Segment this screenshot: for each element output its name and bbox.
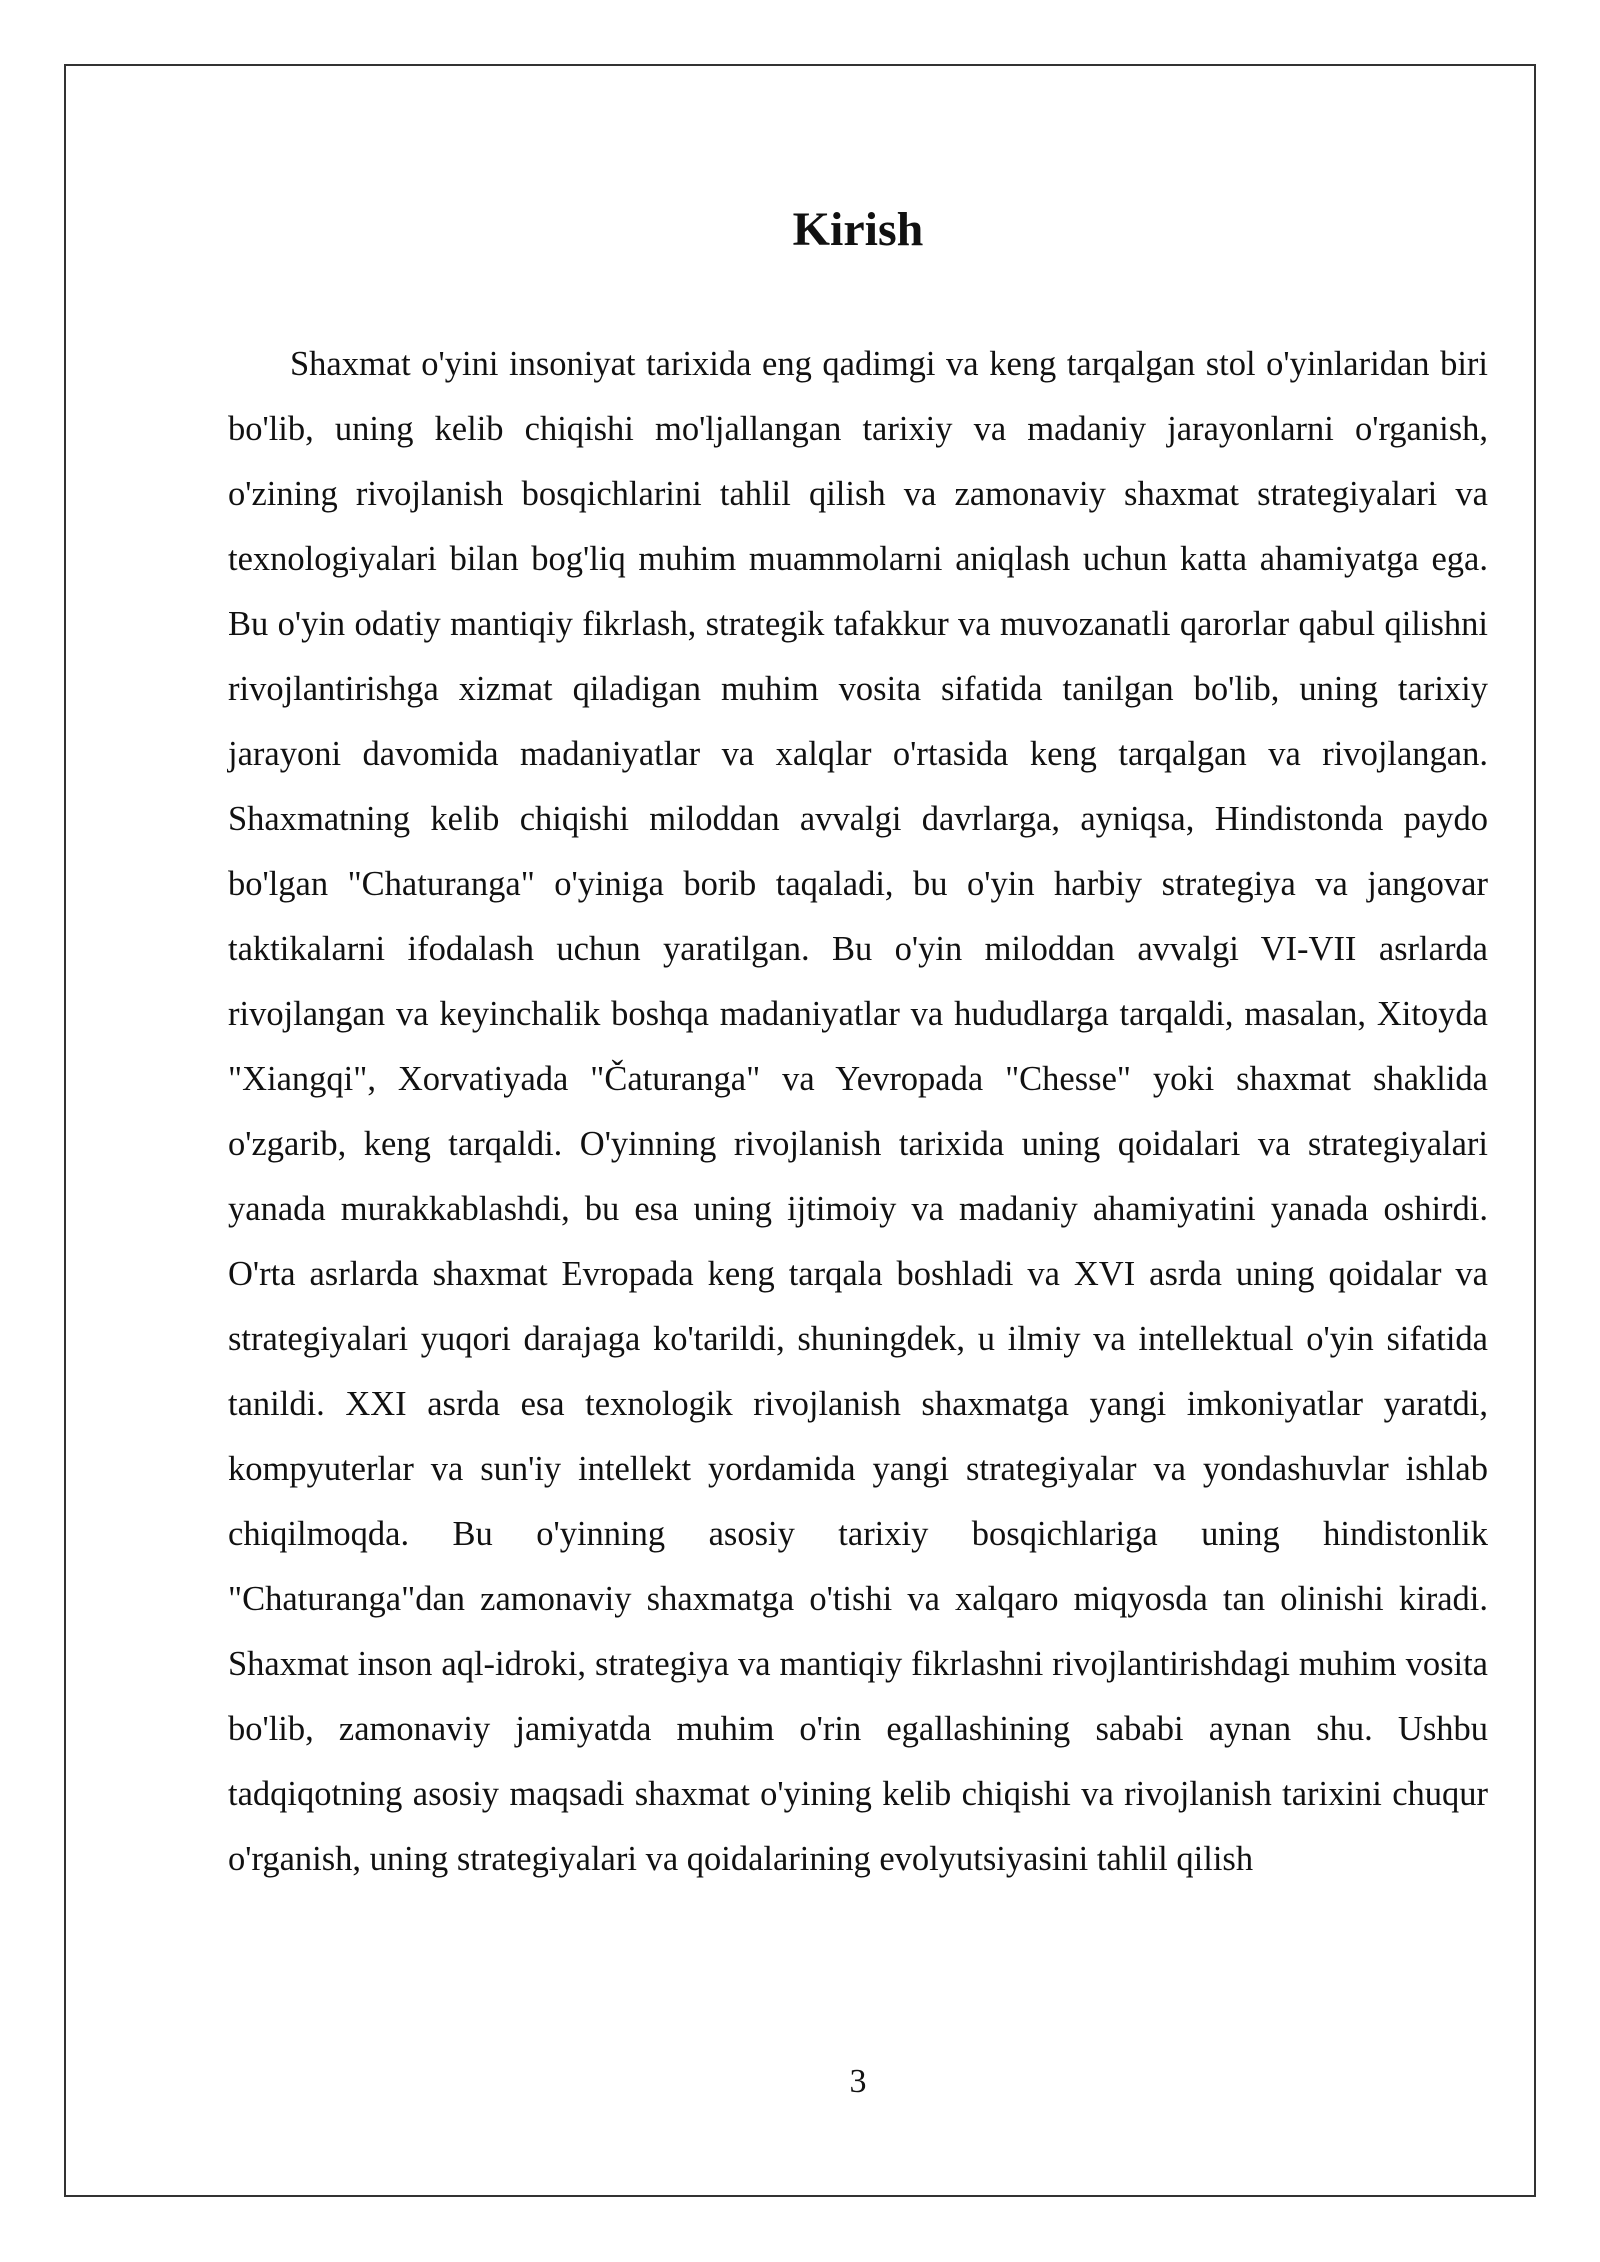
page-heading: Kirish: [792, 203, 924, 256]
page-number: 3: [849, 2063, 867, 2100]
body-paragraph: Shaxmat o'yini insoniyat tarixida eng qadimgi va keng tarqalgan stol o'yinlaridan biri bo'lib, uning kelib chiqishi mo'ljallangan tarixiy va madaniy jarayonlarni o'rganish, o'zining rivojlanish bosqichlarini tahlil qilish va zamonaviy shaxmat strategiyalari va texnologiyalari bilan bog'liq muhim muammolarni aniqlash uchun katta ahamiyatga ega. Bu o'yin odatiy mantiqiy fikrlash, strategik tafakkur va muvozanatli qarorlar qabul qilishni rivojlantirishga xizmat qiladigan muhim vosita sifatida tanilgan bo'lib, uning tarixiy jarayoni davomida madaniyatlar va xalqlar o'rtasida keng tarqalgan va rivojlangan. Shaxmatning kelib chiqishi miloddan avvalgi davrlarga, ayniqsa, Hindistonda paydo bo'lgan "Chaturanga" o'yiniga borib taqaladi, bu o'yin harbiy strategiya va jangovar taktikalarni ifodalash uchun yaratilgan. Bu o'yin miloddan avvalgi VI-VII asrlarda rivojlangan va keyinchalik boshqa madaniyatlar va hududlarga tarqaldi, masalan, Xitoyda "Xiangqi", Xorvatiyada "Čaturanga" va Yevropada "Chesse" yoki shaxmat shaklida o'zgarib, keng tarqaldi. O'yinning rivojlanish tarixida uning qoidalari va strategiyalari yanada murakkablashdi, bu esa uning ijtimoiy va madaniy ahamiyatini yanada oshirdi. O'rta asrlarda shaxmat Evropada keng tarqala boshladi va XVI asrda uning qoidalar va strategiyalari yuqori darajaga ko'tarildi, shuningdek, u ilmiy va intellektual o'yin sifatida tanildi. XXI asrda esa texnologik rivojlanish shaxmatga yangi imkoniyatlar yaratdi, kompyuterlar va sun'iy intellekt yordamida yangi strategiyalar va yondashuvlar ishlab chiqilmoqda. Bu o'yinning asosiy tarixiy bosqichlariga uning hindistonlik "Chaturanga"dan zamonaviy shaxmatga o'tishi va xalqaro miqyosda tan olinishi kiradi. Shaxmat inson aql-idroki, strategiya va mantiqiy fikrlashni rivojlantirishdagi muhim vosita bo'lib, zamonaviy jamiyatda muhim o'rin egallashining sababi aynan shu. Ushbu tadqiqotning asosiy maqsadi shaxmat o'yining kelib chiqishi va rivojlanish tarixini chuqur o'rganish, uning strategiyalari va qoidalarining evolyutsiyasini tahlil qilish: [228, 345, 1488, 1878]
